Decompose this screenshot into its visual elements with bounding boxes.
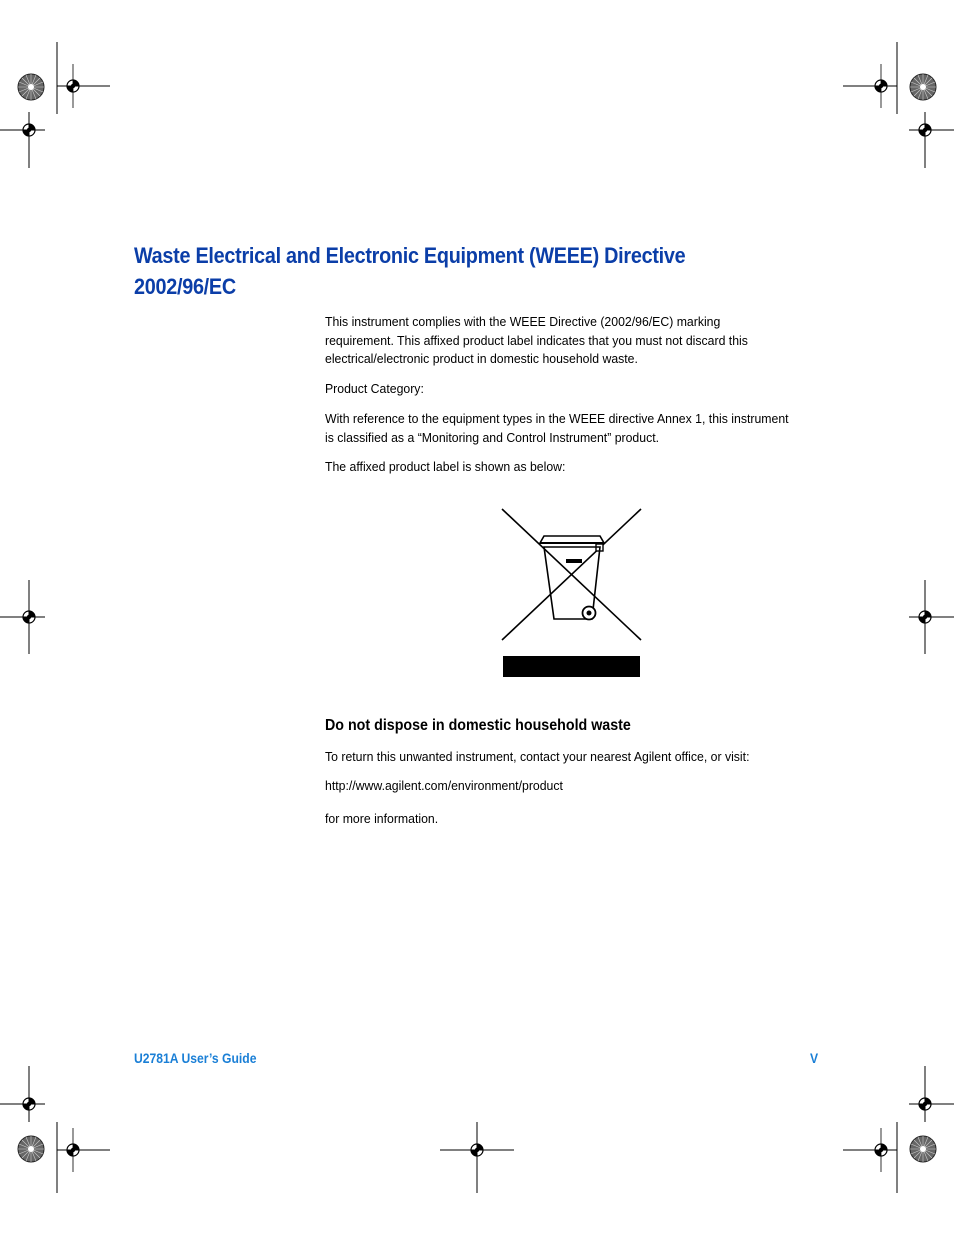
footer-page-number: V (810, 1051, 819, 1066)
environment-url-link[interactable]: http://www.agilent.com/environment/product (325, 778, 563, 793)
product-category-paragraph: With reference to the equipment types in the WEEE directive Annex 1, this instrument is classified as a “Monitoring and Control Instrument” product. (325, 411, 789, 445)
product-category-label: Product Category: (325, 381, 424, 396)
footer-guide-title: U2781A User’s Guide (134, 1051, 257, 1066)
more-info-paragraph: for more information. (325, 811, 439, 826)
label-intro-paragraph: The affixed product label is shown as below: (325, 459, 566, 474)
section-title-line-1: Waste Electrical and Electronic Equipment (WEEE) Directive (134, 243, 686, 268)
section-title (134, 240, 764, 302)
return-instructions-paragraph: To return this unwanted instrument, contact your nearest Agilent office, or visit: (325, 749, 750, 764)
section-title-line-2: 2002/96/EC (134, 274, 236, 299)
dispose-warning-heading: Do not dispose in domestic household waste (325, 717, 631, 734)
crossed-out-wheelie-bin-icon (500, 507, 644, 679)
compliance-paragraph: This instrument complies with the WEEE Directive (2002/96/EC) marking requirement. This affixed product label indicates that you must not discard this electrical/electronic product in domestic household waste. (325, 314, 748, 366)
